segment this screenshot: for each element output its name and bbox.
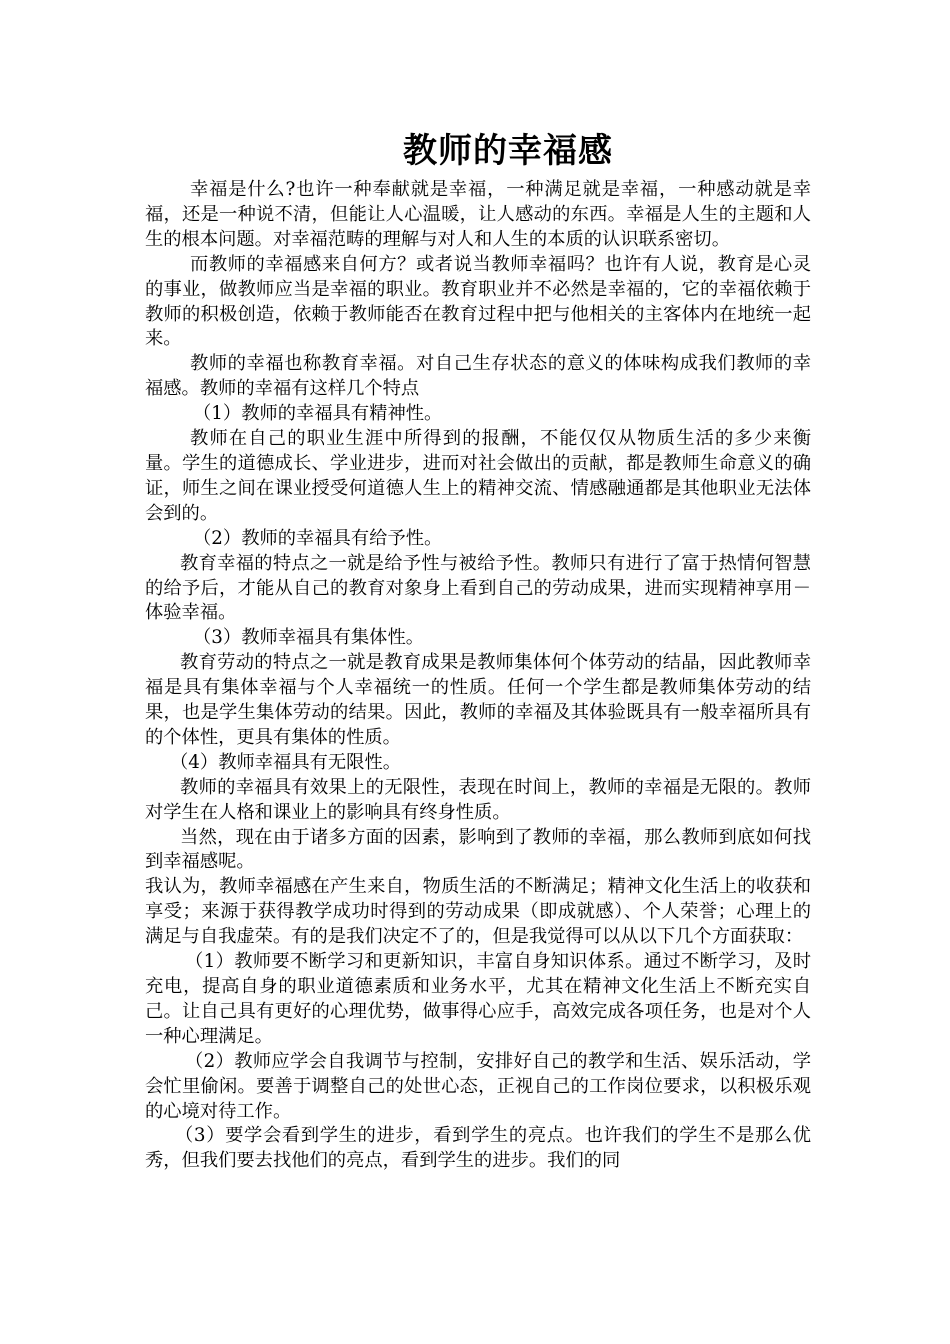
- paragraph-how-to-find: 当然，现在由于诸多方面的因素，影响到了教师的幸福，那么教师到底如何找到幸福感呢。: [145, 826, 811, 873]
- paragraph-feature-2: 教育幸福的特点之一就是给予性与被给予性。教师只有进行了富于热情何智慧的给予后，才能从自己的教育对象身上看到自己的劳动成果，进而实现精神享用－体验幸福。: [145, 552, 811, 624]
- paragraph-feature-1: 教师在自己的职业生涯中所得到的报酬，不能仅仅从物质生活的多少来衡量。学生的道德成长、学业进步，进而对社会做出的贡献，都是教师生命意义的确证，师生之间在课业授受何道德人生上的精神交流、情感融通都是其他职业无法体会到的。: [145, 428, 811, 524]
- paragraph-my-opinion: 我认为，教师幸福感在产生来自，物质生活的不断满足；精神文化生活上的收获和享受；来源于获得教学成功时得到的劳动成果（即成就感）、个人荣誉；心理上的满足与自我虚荣。有的是我们决定不了的，但是我觉得可以从以下几个方面获取：: [145, 876, 811, 948]
- paragraph-method-2: （2）教师应学会自我调节与控制，安排好自己的教学和生活、娱乐活动，学会忙里偷闲。要善于调整自己的处世心态，正视自己的工作岗位要求，以积极乐观的心境对待工作。: [145, 1050, 811, 1122]
- paragraph-source-of-happiness: 而教师的幸福感来自何方？或者说当教师幸福吗？也许有人说，教育是心灵的事业，做教师应当是幸福的职业。教育职业并不必然是幸福的，它的幸福依赖于教师的积极创造，依赖于教师能否在教育过程中把与他相关的主客体内在地统一起来。: [145, 253, 811, 350]
- paragraph-what-is-happiness: 幸福是什么?也许一种奉献就是幸福，一种满足就是幸福，一种感动就是幸福，还是一种说不清，但能让人心温暖，让人感动的东西。幸福是人生的主题和人生的根本问题。对幸福范畴的理解与对人和人生的本质的认识联系密切。: [145, 179, 811, 250]
- paragraph-feature-3: 教育劳动的特点之一就是教育成果是教师集体何个体劳动的结晶，因此教师幸福是具有集体幸福与个人幸福统一的性质。任何一个学生都是教师集体劳动的结果，也是学生集体劳动的结果。因此，教师的幸福及其体验既具有一般幸福所具有的个体性，更具有集体的性质。: [145, 652, 811, 748]
- paragraph-feature-4: 教师的幸福具有效果上的无限性，表现在时间上，教师的幸福是无限的。教师对学生在人格和课业上的影响具有终身性质。: [145, 776, 811, 823]
- paragraph-educational-happiness: 教师的幸福也称教育幸福。对自己生存状态的意义的体味构成我们教师的幸福感。教师的幸福有这样几个特点: [145, 353, 811, 400]
- heading-feature-3: （3）教师幸福具有集体性。: [193, 627, 425, 649]
- paragraph-method-1: （1）教师要不断学习和更新知识，丰富自身知识体系。通过不断学习，及时充电，提高自身的职业道德素质和业务水平，尤其在精神文化生活上不断充实自己。让自己具有更好的心理优势，做事得心应手，高效完成各项任务，也是对个人一种心理满足。: [145, 951, 811, 1047]
- heading-feature-4: （4）教师幸福具有无限性。: [170, 751, 402, 773]
- document-title: 教师的幸福感: [403, 131, 613, 171]
- heading-feature-2: （2）教师的幸福具有给予性。: [193, 527, 443, 549]
- heading-feature-1: （1）教师的幸福具有精神性。: [193, 403, 443, 425]
- paragraph-method-3: （3）要学会看到学生的进步，看到学生的亮点。也许我们的学生不是那么优秀，但我们要去找他们的亮点，看到学生的进步。我们的同: [145, 1125, 811, 1172]
- document-page: [145, 126, 811, 1174]
